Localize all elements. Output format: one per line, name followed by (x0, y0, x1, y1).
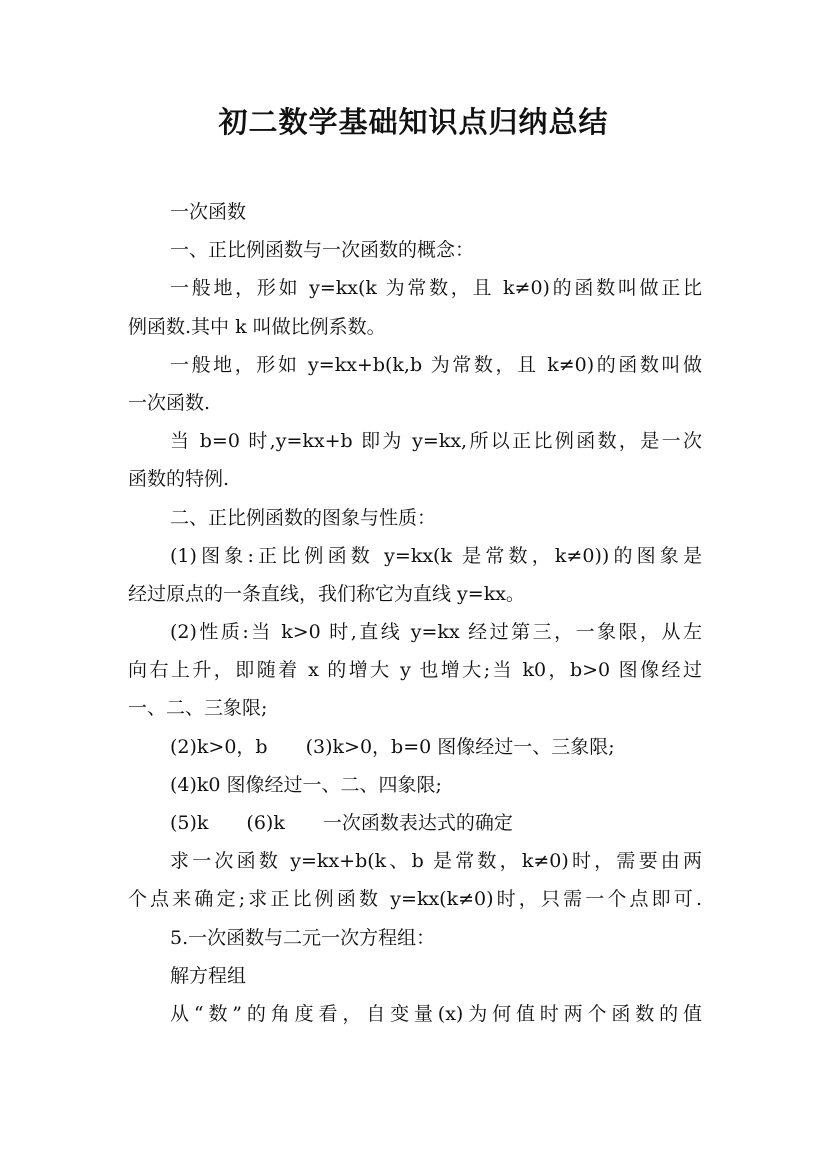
text-line: 一次函数. (128, 391, 211, 414)
text-line: 例函数.其中 k 叫做比例系数。 (128, 315, 386, 338)
text-line: 5.一次函数与二元一次方程组： (170, 926, 436, 949)
document-body (128, 193, 702, 1033)
text-line: 一、二、三象限; (128, 697, 268, 720)
document-title: 初二数学基础知识点归纳总结 (218, 105, 609, 139)
text-line: 向右上升，即随着 x 的增大 y 也增大;当 k0，b>0 图像经过 (128, 659, 702, 682)
text-line: 一、正比例函数与一次函数的概念： (170, 239, 475, 262)
text-line: 一次函数 (170, 201, 247, 223)
text-line: 从“数”的角度看，自变量(x)为何值时两个函数的值 (170, 1002, 702, 1025)
text-line: 个点来确定;求正比例函数 y=kx(k≠0)时，只需一个点即可. (128, 888, 702, 911)
text-line: (2)性质:当 k>0 时,直线 y=kx 经过第三，一象限，从左 (170, 621, 702, 644)
text-line: (2)k>0，b (3)k>0，b=0 图像经过一、三象限; (170, 735, 615, 758)
text-line: 函数的特例. (128, 468, 230, 491)
text-line: 解方程组 (170, 964, 247, 987)
text-line: (5)k (6)k 一次函数表达式的确定 (170, 812, 513, 834)
text-line: 求一次函数 y=kx+b(k、b 是常数，k≠0)时，需要由两 (170, 850, 702, 873)
text-line: (1)图象:正比例函数 y=kx(k 是常数，k≠0))的图象是 (170, 544, 702, 567)
text-line: (4)k0 图像经过一、二、四象限; (170, 773, 442, 796)
text-line: 当 b=0 时,y=kx+b 即为 y=kx,所以正比例函数，是一次 (170, 430, 702, 453)
text-line: 一般地，形如 y=kx+b(k,b 为常数，且 k≠0)的函数叫做 (170, 353, 702, 376)
text-line: 一般地，形如 y=kx(k 为常数，且 k≠0)的函数叫做正比 (170, 277, 702, 300)
text-line: 二、正比例函数的图象与性质： (170, 506, 437, 529)
text-line: 经过原点的一条直线，我们称它为直线 y=kx。 (128, 582, 525, 605)
